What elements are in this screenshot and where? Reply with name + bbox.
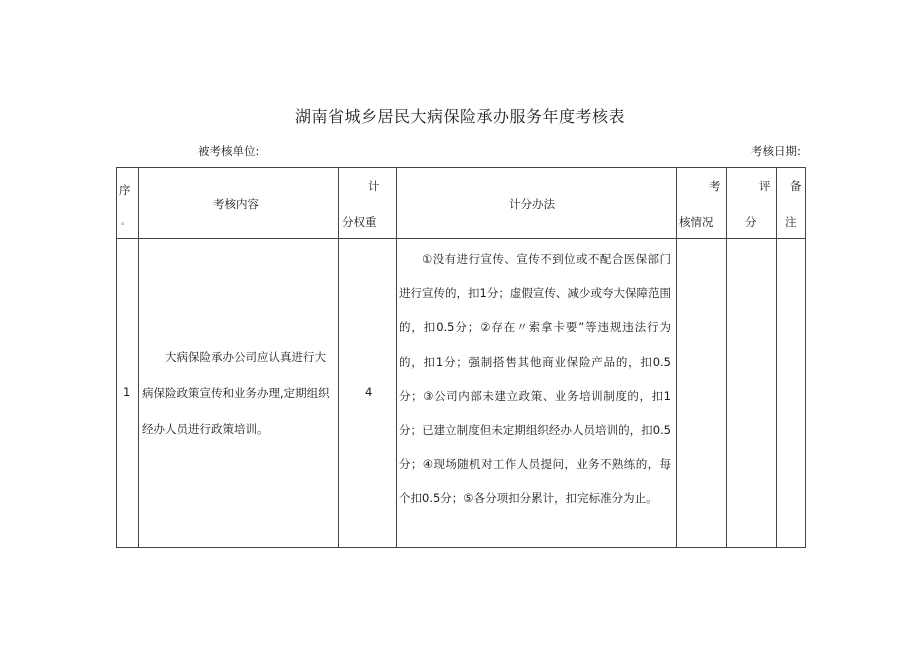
header-score-cell xyxy=(727,168,777,239)
assessed-unit-label: 被考核单位: xyxy=(198,144,260,158)
header-seq-cell xyxy=(117,168,139,239)
header-score-top: 评 xyxy=(759,179,771,193)
header-remark-bottom: 注 xyxy=(785,215,797,229)
remark-cell xyxy=(777,239,806,548)
status-cell xyxy=(677,239,727,548)
header-weight-top: 计 xyxy=(368,179,380,193)
assessment-date-label: 考核日期: xyxy=(751,144,801,158)
row-seq: 1 xyxy=(123,385,131,399)
header-seq-bottom: 。 xyxy=(121,217,131,227)
row-weight: 4 xyxy=(365,385,373,399)
row-method: ①没有进行宣传、宣传不到位或不配合医保部门进行宣传的，扣1分；虚假宣传、减少或夸大保障范围的，扣0.5分；②存在〃索拿卡要”等违规违法行为的，扣1分；强制搭售其他商业保险产品的，扣0.5分；③公司内部未建立政策、业务培训制度的，扣1分；已建立制度但未定期组织经办人员培训的，扣0.5分；④现场随机对工作人员提问，业务不熟练的，每个扣0.5分；⑤各分项扣分累计，扣完标准分为止。 xyxy=(399,252,671,506)
header-remark-top: 备 xyxy=(790,179,802,193)
content-cell xyxy=(139,239,339,548)
score-cell xyxy=(727,239,777,548)
header-score-bottom: 分 xyxy=(745,215,757,229)
seq-cell xyxy=(117,239,139,548)
header-weight-bottom: 分权重 xyxy=(342,215,377,229)
header-method-cell xyxy=(397,168,677,239)
table-row xyxy=(117,239,806,548)
assessment-table xyxy=(116,167,806,548)
method-cell xyxy=(397,239,677,548)
header-status-cell xyxy=(677,168,727,239)
header-row xyxy=(117,168,806,239)
page-title: 湖南省城乡居民大病保险承办服务年度考核表 xyxy=(294,107,625,126)
row-content: 大病保险承办公司应认真进行大病保险政策宣传和业务办理,定期组织经办人员进行政策培训。 xyxy=(142,350,330,436)
header-content-cell xyxy=(139,168,339,239)
header-weight-cell xyxy=(339,168,397,239)
header-status-top: 考 xyxy=(709,179,721,193)
header-seq-top: 序 xyxy=(119,183,131,197)
header-remark-cell xyxy=(777,168,806,239)
weight-cell xyxy=(339,239,397,548)
header-status-bottom: 核情况 xyxy=(679,215,714,229)
header-content: 考核内容 xyxy=(213,197,259,211)
header-method: 计分办法 xyxy=(509,197,555,211)
